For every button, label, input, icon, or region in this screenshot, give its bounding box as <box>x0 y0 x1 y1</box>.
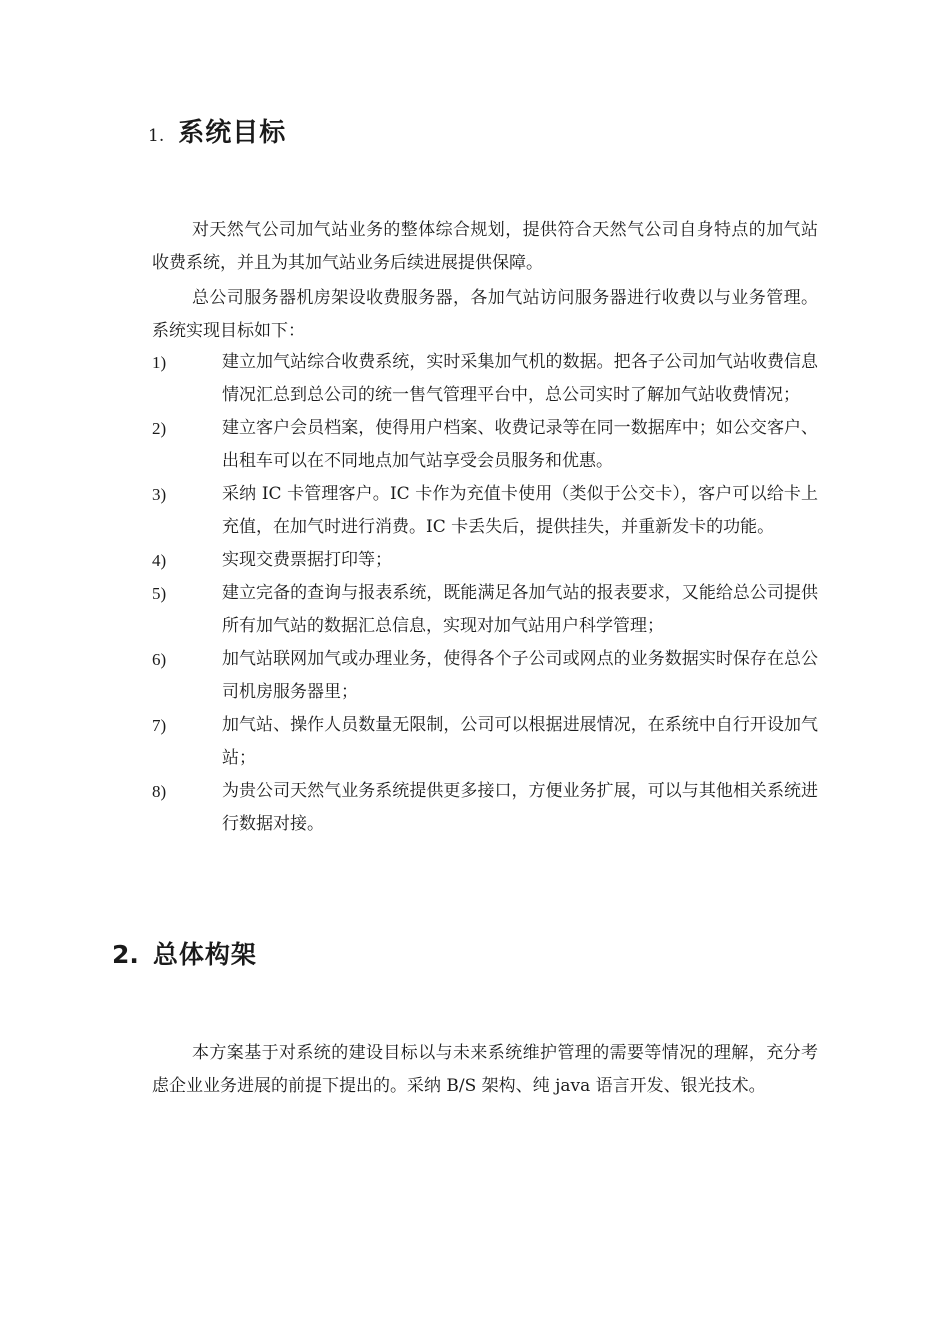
section-2-title: 总体构架 <box>152 940 257 969</box>
section-1-number: 1. <box>148 126 165 146</box>
goal-marker: 2) <box>152 419 167 438</box>
goal-item <box>152 709 818 775</box>
goal-marker: 4) <box>152 551 167 570</box>
goal-text: 建立客户会员档案，使得用户档案、收费记录等在同一数据库中；如公交客户、出租车可以在不同地点加气站享受会员服务和优惠。 <box>222 418 818 471</box>
goal-text: 加气站联网加气或办理业务，使得各个子公司或网点的业务数据实时保存在总公司机房服务器里； <box>222 649 818 702</box>
goal-marker: 1) <box>152 353 167 372</box>
section-1-server-paragraph: 总公司服务器机房架设收费服务器，各加气站访问服务器进行收费以与业务管理。系统实现目标如下： <box>152 288 818 341</box>
section-1-intro-paragraph: 对天然气公司加气站业务的整体综合规划，提供符合天然气公司自身特点的加气站收费系统，并且为其加气站业务后续进展提供保障。 <box>152 220 818 273</box>
goal-marker: 8) <box>152 782 167 801</box>
goal-marker: 6) <box>152 650 167 669</box>
section-1-title: 系统目标 <box>178 118 287 148</box>
goal-marker: 5) <box>152 584 167 603</box>
goal-marker: 3) <box>152 485 167 504</box>
goal-marker: 7) <box>152 716 167 735</box>
goal-text: 采纳 IC 卡管理客户。IC 卡作为充值卡使用（类似于公交卡），客户可以给卡上充值，在加气时进行消费。IC 卡丢失后，提供挂失，并重新发卡的功能。 <box>222 484 818 537</box>
goal-text: 建立加气站综合收费系统，实时采集加气机的数据。把各子公司加气站收费信息情况汇总到总公司的统一售气管理平台中，总公司实时了解加气站收费情况； <box>222 352 818 405</box>
section-1-heading <box>148 112 286 152</box>
section-2-heading <box>112 935 257 975</box>
goal-text: 为贵公司天然气业务系统提供更多接口，方便业务扩展，可以与其他相关系统进行数据对接。 <box>222 781 818 834</box>
goals-list <box>152 346 818 841</box>
section-2-number: 2. <box>112 940 139 969</box>
goal-item <box>152 544 818 577</box>
goal-text: 加气站、操作人员数量无限制，公司可以根据进展情况，在系统中自行开设加气站； <box>222 715 818 768</box>
goal-item <box>152 643 818 709</box>
goal-text: 实现交费票据打印等； <box>222 550 392 570</box>
goal-item <box>152 478 818 544</box>
goal-item <box>152 775 818 841</box>
goal-item <box>152 412 818 478</box>
goal-text: 建立完备的查询与报表系统，既能满足各加气站的报表要求，又能给总公司提供所有加气站的数据汇总信息，实现对加气站用户科学管理； <box>222 583 818 636</box>
section-2-paragraph: 本方案基于对系统的建设目标以与未来系统维护管理的需要等情况的理解，充分考虑企业业务进展的前提下提出的。采纳 B/S 架构、纯 java 语言开发、银光技术。 <box>152 1043 818 1096</box>
goal-item <box>152 346 818 412</box>
goal-item <box>152 577 818 643</box>
